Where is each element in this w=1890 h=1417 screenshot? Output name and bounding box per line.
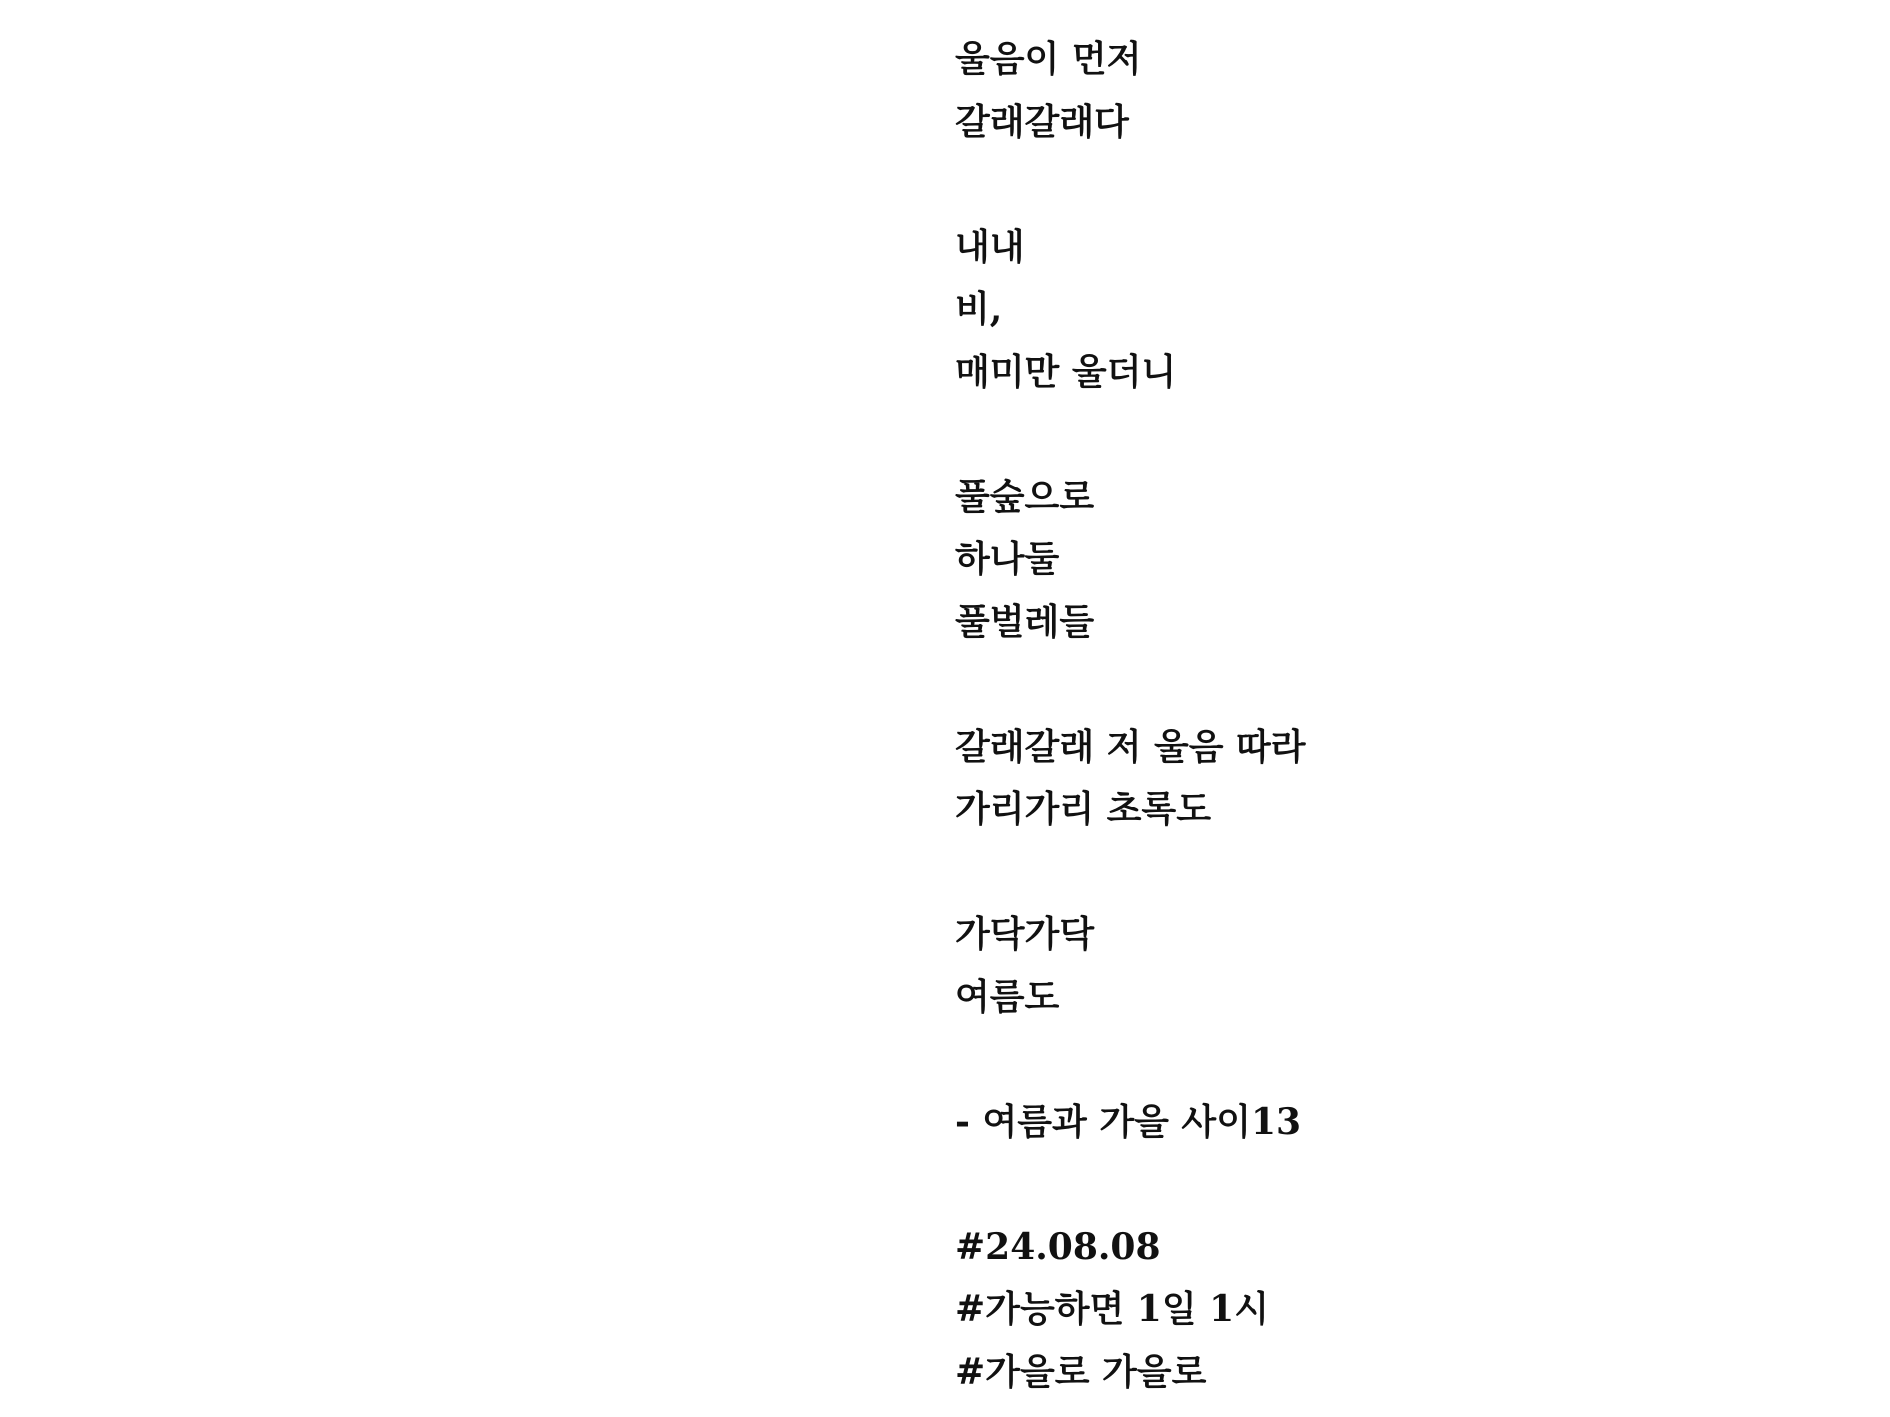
poem-text [955,28,1306,1403]
poem-line: 가리가리 초록도 [955,788,1211,830]
poem-line: 비, [955,288,1003,330]
poem-line: 풀벌레들 [955,600,1095,643]
hashtag: #가능하면 1일 1시 [955,1288,1269,1330]
blank-line [955,1153,1306,1216]
poem-line: 내내 [955,225,1025,268]
poem-line: 가닥가닥 [955,913,1095,955]
hashtag: #가을로 가을로 [955,1350,1207,1393]
blank-line [955,153,1306,216]
blank-line [955,841,1306,904]
blank-line [955,1028,1306,1091]
blank-line [955,653,1306,716]
poem-line: 매미만 울더니 [955,350,1177,393]
poem-line: 하나둘 [955,538,1060,580]
poem-line: 갈래갈래다 [955,100,1129,143]
poem-line: 갈래갈래 저 울음 따라 [955,725,1306,768]
blank-line [955,403,1306,466]
poem-line: 풀숲으로 [955,475,1095,518]
poem-line: 울음이 먼저 [955,38,1142,80]
poem-title-line: - 여름과 가을 사이13 [955,1100,1302,1143]
poem-line: 여름도 [955,975,1060,1018]
hashtag-date: #24.08.08 [955,1225,1161,1268]
